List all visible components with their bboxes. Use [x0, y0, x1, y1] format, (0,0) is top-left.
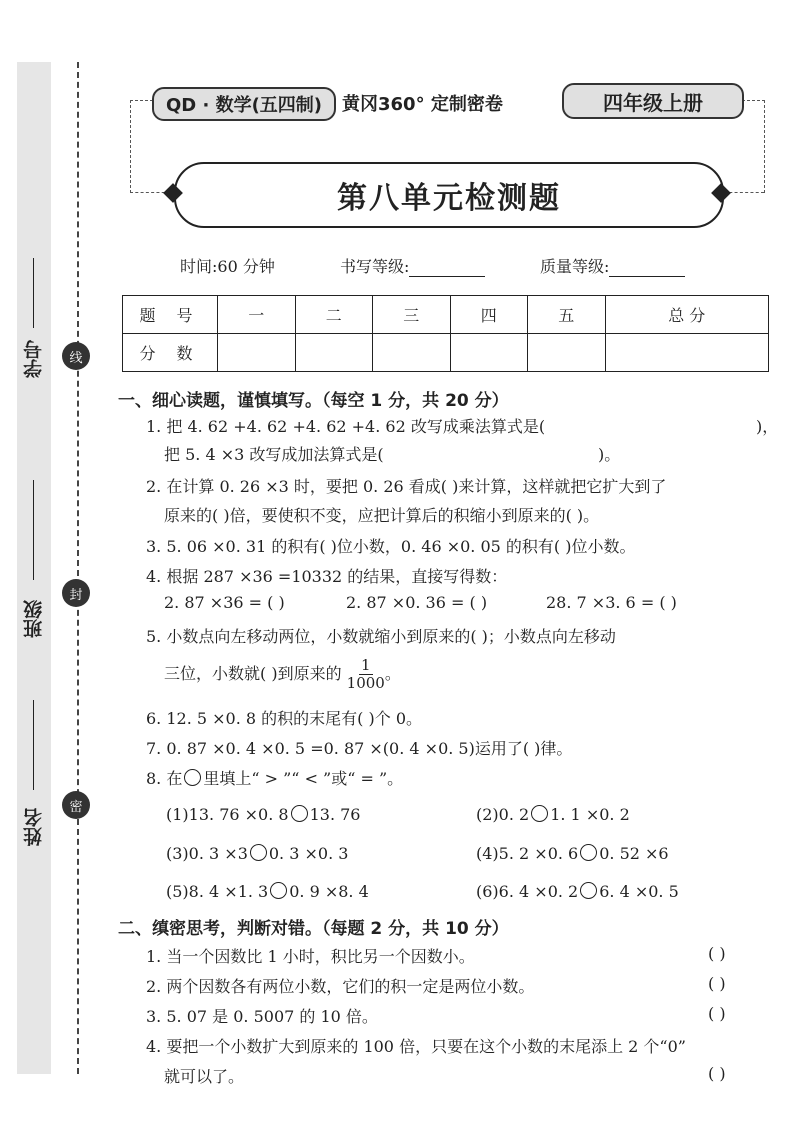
s1-q2b: 原来的( )倍，要使积不变，应把计算后的积缩小到原来的( )。 [164, 506, 600, 525]
s1-q4: 4. 根据 287 ×36 =10332 的结果，直接写得数： [146, 567, 508, 586]
compare-right: 0. 3 ×0. 3 [268, 844, 349, 863]
score-cell[interactable] [295, 334, 373, 372]
s1-q2a: 2. 在计算 0. 26 ×3 时，要把 0. 26 看成( )来计算，这样就把它扩大到了 [146, 477, 667, 496]
writing-grade [340, 254, 485, 277]
compare-left: (4)5. 2 ×0. 6 [476, 844, 579, 863]
fraction-numerator: 1 [360, 656, 371, 674]
compare-circle[interactable] [580, 844, 597, 861]
judge-paren[interactable]: ( ) [708, 944, 726, 963]
compare-circle[interactable] [250, 844, 267, 861]
fraction [347, 657, 385, 692]
s2-q4b: 就可以了。 [164, 1067, 245, 1086]
score-cell[interactable] [605, 334, 769, 372]
compare-left: (3)0. 3 ×3 [166, 844, 248, 863]
section1-title: 一、细心读题，谨慎填写。（每空 1 分，共 20 分） [118, 391, 509, 411]
compare-circle[interactable] [531, 805, 548, 822]
compare-circle[interactable] [291, 805, 308, 822]
writing-grade-blank[interactable] [409, 276, 485, 277]
compare-item [166, 805, 360, 824]
compare-left: (2)0. 2 [476, 805, 530, 824]
time-label: 时间:60 分钟 [180, 257, 275, 276]
judge-paren[interactable]: ( ) [708, 1004, 726, 1023]
compare-right: 13. 76 [309, 805, 361, 824]
name-line [33, 700, 34, 790]
s1-q5b-text: 三位，小数就( )到原来的 [164, 664, 342, 683]
compare-item [476, 882, 679, 901]
score-cell[interactable] [218, 334, 296, 372]
score-header-cell: 题 号 [123, 296, 218, 334]
s1-q7: 7. 0. 87 ×0. 4 ×0. 5 =0. 87 ×(0. 4 ×0. 5)运用了( )律。 [146, 739, 573, 758]
seal-line: 线 [62, 342, 90, 370]
compare-item [166, 882, 369, 901]
s1-q1b: 把 5. 4 ×3 改写成加法算式是( [164, 445, 384, 464]
s1-q1a: 1. 把 4. 62 +4. 62 +4. 62 +4. 62 改写成乘法算式是( [146, 417, 546, 436]
compare-right: 0. 9 ×8. 4 [289, 882, 369, 901]
quality-grade-label: 质量等级: [540, 257, 610, 276]
score-table [122, 295, 769, 372]
writing-grade-label: 书写等级: [340, 257, 410, 276]
s2-q1: 1. 当一个因数比 1 小时，积比另一个因数小。 [146, 947, 475, 966]
header-dash-right [742, 100, 765, 193]
s1-q8 [146, 766, 403, 789]
compare-right: 6. 4 ×0. 5 [599, 882, 679, 901]
score-header-row [123, 296, 769, 334]
score-header-cell: 五 [528, 296, 606, 334]
name-label: 姓名 [23, 808, 45, 846]
s1-q1a-end: )， [756, 417, 779, 436]
compare-item [476, 805, 630, 824]
compare-right: 1. 1 ×0. 2 [550, 805, 630, 824]
compare-left: (6)6. 4 ×0. 2 [476, 882, 579, 901]
s1-q8-pre: 8. 在 [146, 769, 183, 788]
score-header-cell: 总 分 [605, 296, 769, 334]
compare-left: (1)13. 76 ×0. 8 [166, 805, 289, 824]
compare-item [166, 844, 348, 863]
s1-q5b-end: 。 [384, 664, 401, 683]
seal-secret: 密 [62, 791, 90, 819]
compare-right: 0. 52 ×6 [599, 844, 669, 863]
score-cell[interactable] [528, 334, 606, 372]
s1-q5a: 5. 小数点向左移动两位，小数就缩小到原来的( )；小数点向左移动 [146, 627, 616, 646]
student-no-label: 学号 [23, 340, 45, 378]
s1-q4a: 2. 87 ×36 = ( ) [164, 593, 285, 612]
compare-item [476, 844, 669, 863]
compare-left: (5)8. 4 ×1. 3 [166, 882, 269, 901]
score-cell[interactable] [450, 334, 528, 372]
s2-q3: 3. 5. 07 是 0. 5007 的 10 倍。 [146, 1007, 378, 1026]
score-header-cell: 三 [373, 296, 451, 334]
score-row-label: 分 数 [123, 334, 218, 372]
cut-line [77, 62, 79, 1074]
binding-strip [17, 62, 51, 1074]
s1-q4c: 28. 7 ×3. 6 = ( ) [546, 593, 677, 612]
header-dash-left [130, 100, 153, 193]
compare-circle[interactable] [270, 882, 287, 899]
fraction-denominator: 1000 [346, 674, 385, 692]
seal-seal: 封 [62, 579, 90, 607]
s1-q4b: 2. 87 ×0. 36 = ( ) [346, 593, 488, 612]
quality-grade [540, 254, 685, 277]
s2-q4a: 4. 要把一个小数扩大到原来的 100 倍，只要在这个小数的末尾添上 2 个“0” [146, 1037, 686, 1056]
circle-icon [184, 769, 201, 786]
judge-paren[interactable]: ( ) [708, 974, 726, 993]
s1-q3: 3. 5. 06 ×0. 31 的积有( )位小数，0. 46 ×0. 05 的积有( )位小数。 [146, 537, 636, 556]
section2-title: 二、缜密思考，判断对错。（每题 2 分，共 10 分） [118, 919, 509, 939]
quality-grade-blank[interactable] [609, 276, 685, 277]
compare-circle[interactable] [580, 882, 597, 899]
page-title: 第八单元检测题 [174, 162, 724, 228]
s1-q5b [164, 657, 401, 692]
score-header-cell: 四 [450, 296, 528, 334]
series-pill: QD · 数学(五四制) [152, 87, 336, 121]
student-no-line [33, 258, 34, 328]
brand-text: 黄冈360° 定制密卷 [342, 94, 503, 115]
s1-q6: 6. 12. 5 ×0. 8 的积的末尾有( )个 0。 [146, 709, 423, 728]
score-header-cell: 二 [295, 296, 373, 334]
s1-q1b-end: )。 [598, 445, 621, 464]
judge-paren[interactable]: ( ) [708, 1064, 726, 1083]
class-label: 班级 [23, 600, 45, 638]
grade-pill: 四年级上册 [562, 83, 744, 119]
class-line [33, 480, 34, 580]
score-cell[interactable] [373, 334, 451, 372]
s2-q2: 2. 两个因数各有两位小数，它们的积一定是两位小数。 [146, 977, 535, 996]
s1-q8-post: 里填上“ > ”“ < ”或“ = ”。 [203, 769, 404, 788]
score-row [123, 334, 769, 372]
score-header-cell: 一 [218, 296, 296, 334]
